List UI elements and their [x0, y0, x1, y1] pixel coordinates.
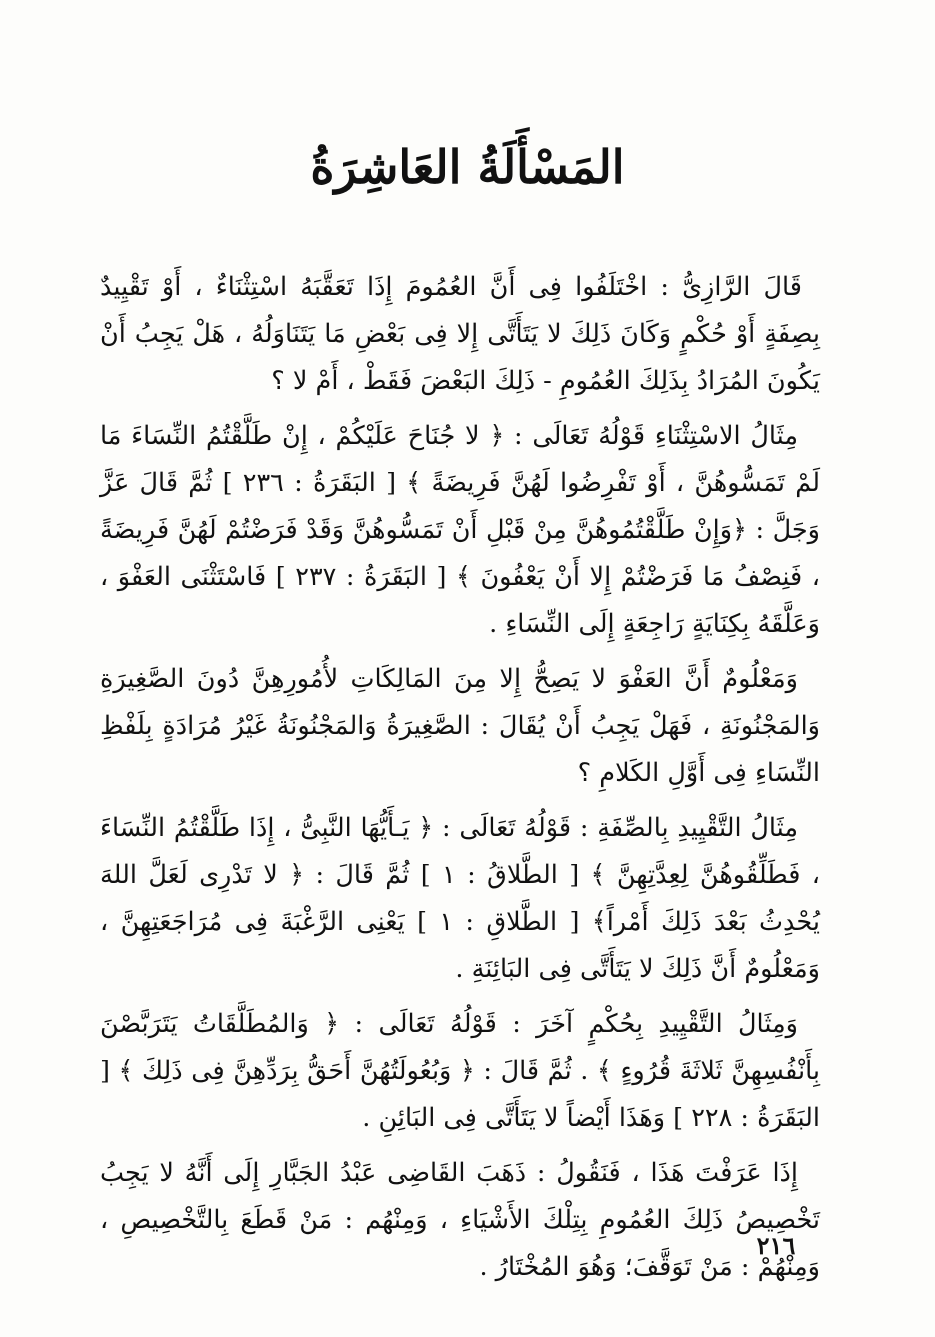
paragraph-razi-question: قَالَ الرَّازِىُّ : اخْتَلَفُوا فِى أَنَّ العُمُومَ إِذَا تَعَقَّبَهُ اسْتِثْنَاءٌ ، أَوْ تَقْيِيدٌ بِصِفَةٍ أَوْ حُكْمٍ وَكَانَ ذَلِكَ لا يَتَأَتَّى إِلا فِى بَعْضِ مَا يَتَنَاوَلُهُ ، هَلْ يَجِبُ أَنْ يَكُونَ المُرَادُ بِذَلِكَ العُمُومِ - ذَلِكَ البَعْضَ فَقَطْ ، أَمْ لا ؟	[100, 272, 820, 396]
page-number: ٢١٦	[756, 1231, 796, 1260]
chapter-title: المَسْأَلَةُ العَاشِرَةُ	[310, 140, 625, 194]
paragraph-sifa-example: مِثَالُ التَّقْيِيدِ بِالصِّفَةِ : قَوْلُهُ تَعَالَى : ﴿ يَـأَيُّهَا النَّبِىُّ ، إِذَا طَلَّقْتُمُ النِّسَاءَ ، فَطَلِّقُوهُنَّ لِعِدَّتِهِنَّ ﴾ [ الطَّلاقُ : ١ ] ثُمَّ قَالَ : ﴿ لا تَدْرِى لَعَلَّ اللهَ يُحْدِثُ بَعْدَ ذَلِكَ أَمْراً﴾ [ الطَّلاقِ : ١ ] يَعْنِى الرَّغْبَةَ فِى مُرَاجَعَتِهِنَّ ، وَمَعْلُومٌ أَنَّ ذَلِكَ لا يَتَأَتَّى فِى البَائِنَةِ .	[100, 813, 820, 984]
paragraph-conclusion: إِذَا عَرَفْتَ هَذَا ، فَنَقُولُ : ذَهَبَ القَاضِى عَبْدُ الجَبَّارِ إِلَى أَنَّهُ لا يَجِبُ تَخْصِيصُ ذَلِكَ العُمُومِ بِتِلْكَ الأَشْيَاءِ ، وَمِنْهُم : مَنْ قَطَعَ بِالتَّخْصِيصِ ، وَمِنْهُمْ : مَنْ تَوَقَّفَ؛ وَهُوَ المُخْتَارُ .	[100, 1158, 820, 1282]
paragraph-hukm-example: وَمِثَالُ التَّقْيِيدِ بِحُكْمٍ آخَرَ : قَوْلُهُ تَعَالَى : ﴿ وَالمُطَلَّقَاتُ يَتَرَبَّصْنَ بِأَنْفُسِهِنَّ ثَلاثَةَ قُرُوءٍ ﴾ . ثُمَّ قَالَ : ﴿ وَبُعُولَتُهُنَّ أَحَقُّ بِرَدِّهِنَّ فِى ذَلِكَ ﴾ [ البَقَرَةُ : ٢٢٨ ] وَهَذَا أَيْضاً لا يَتَأَتَّى فِى البَائِنِ .	[100, 1009, 820, 1133]
paragraph-istithna-example: مِثَالُ الاسْتِثْنَاءِ قَوْلُهُ تَعَالَى : ﴿ لا جُنَاحَ عَلَيْكُمْ ، إِنْ طَلَّقْتُمُ النِّسَاءَ مَا لَمْ تَمَسُّوهُنَّ ، أَوْ تَفْرِضُوا لَهُنَّ فَرِيضَةً ﴾ [ البَقَرَةُ : ٢٣٦ ] ثُمَّ قَالَ عَزَّ وَجَلَّ : ﴿وَإِنْ طَلَّقْتُمُوهُنَّ مِنْ قَبْلِ أَنْ تَمَسُّوهُنَّ وَقَدْ فَرَضْتُمْ لَهُنَّ فَرِيضَةً ، فَنِصْفُ مَا فَرَضْتُمْ إِلا أَنْ يَعْفُونَ ﴾ [ البَقَرَةُ : ٢٣٧ ] فَاسْتَثْنَى العَفْوَ ، وَعَلَّقَهُ بِكِنَايَةٍ رَاجِعَةٍ إِلَى النِّسَاءِ .	[100, 421, 820, 639]
body-text	[100, 264, 820, 1299]
paragraph-forgiveness-note: وَمَعْلُومٌ أَنَّ العَفْوَ لا يَصِحُّ إِلا مِنَ المَالِكَاتِ لأُمُورِهِنَّ دُونَ الصَّغِيرَةِ وَالمَجْنُونَةِ ، فَهَلْ يَجِبُ أَنْ يُقَالَ : الصَّغِيرَةُ وَالمَجْنُونَةُ غَيْرُ مُرَادَةٍ بِلَفْظِ النِّسَاءِ فِى أَوَّلِ الكَلامِ ؟	[100, 664, 820, 788]
